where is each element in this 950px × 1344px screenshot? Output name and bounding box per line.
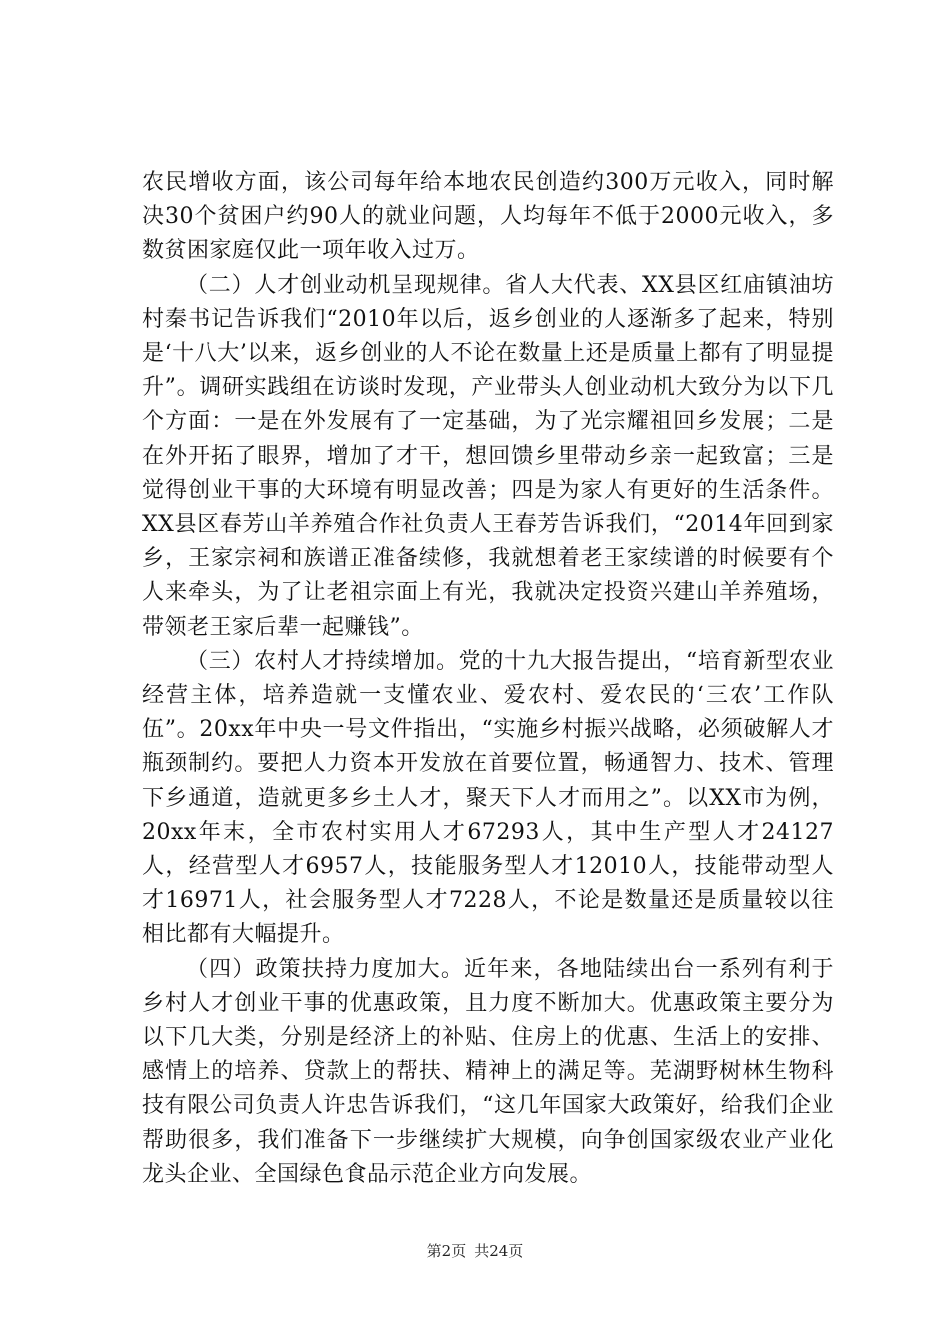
- page-number: 第2页: [426, 1242, 467, 1260]
- page-footer: [0, 1240, 950, 1261]
- paragraph-1: 农民增收方面，该公司每年给本地农民创造约300万元收入，同时解决30个贫困户约90人的就业问题，人均每年不低于2000元收入，多数贫困家庭仅此一项年收入过万。: [142, 170, 834, 264]
- paragraph-3: （三）农村人才持续增加。党的十九大报告提出，“培育新型农业经营主体，培养造就一支懂农业、爱农村、爱农民的‘三农’工作队伍”。20xx年中央一号文件指出，“实施乡村振兴战略，必须破解人才瓶颈制约。要把人力资本开发放在首要位置，畅通智力、技术、管理下乡通道，造就更多乡土人才，聚天下人才而用之”。以XX市为例，20xx年末，全市农村实用人才67293人，其中生产型人才24127人，经营型人才6957人，技能服务型人才12010人，技能带动型人才16971人，社会服务型人才7228人，不论是数量还是质量较以往相比都有大幅提升。: [142, 648, 834, 948]
- paragraph-2: （二）人才创业动机呈现规律。省人大代表、XX县区红庙镇油坊村秦书记告诉我们“2010年以后，返乡创业的人逐渐多了起来，特别是‘十八大’以来，返乡创业的人不论在数量上还是质量上都有了明显提升”。调研实践组在访谈时发现，产业带头人创业动机大致分为以下几个方面：一是在外发展有了一定基础，为了光宗耀祖回乡发展；二是在外开拓了眼界，增加了才干，想回馈乡里带动乡亲一起致富；三是觉得创业干事的大环境有明显改善；四是为家人有更好的生活条件。XX县区春芳山羊养殖合作社负责人王春芳告诉我们，“2014年回到家乡，王家宗祠和族谱正准备续修，我就想着老王家续谱的时候要有个人来牵头，为了让老祖宗面上有光，我就决定投资兴建山羊养殖场，带领老王家后辈一起赚钱”。: [142, 272, 834, 640]
- paragraph-4: （四）政策扶持力度加大。近年来，各地陆续出台一系列有利于乡村人才创业干事的优惠政策，且力度不断加大。优惠政策主要分为以下几大类，分别是经济上的补贴、住房上的优惠、生活上的安排、感情上的培养、贷款上的帮扶、精神上的满足等。芜湖野树林生物科技有限公司负责人许忠告诉我们，“这几年国家大政策好，给我们企业帮助很多，我们准备下一步继续扩大规模，向争创国家级农业产业化龙头企业、全国绿色食品示范企业方向发展。: [142, 956, 834, 1187]
- document-body: [142, 166, 834, 1192]
- page-total: 共24页: [474, 1242, 524, 1260]
